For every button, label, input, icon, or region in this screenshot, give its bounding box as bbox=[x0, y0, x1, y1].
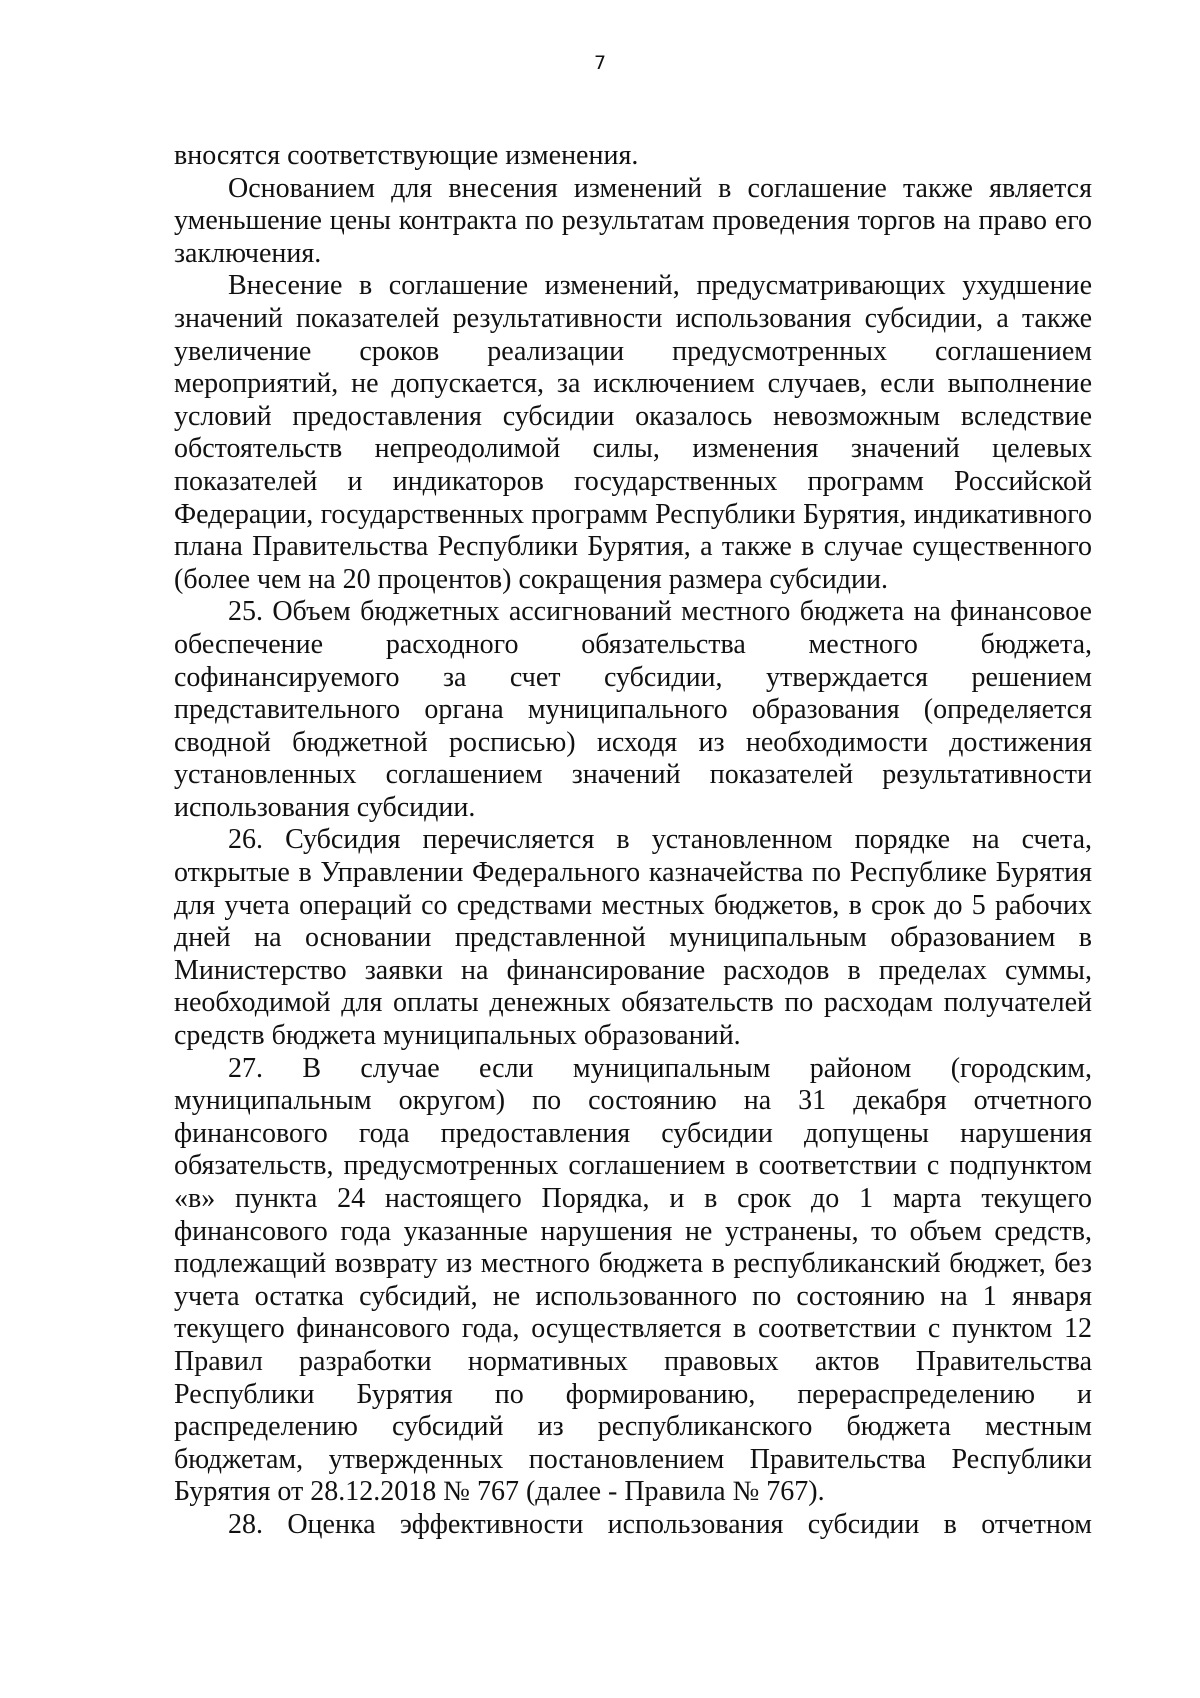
page-number: 7 bbox=[593, 52, 607, 74]
paragraph-agreement-change-restrictions: Внесение в соглашение изменений, предусматривающих ухудшение значений показателей результативности использования субсидии, а также увеличение сроков реализации предусмотренных соглашением мероприятий, не допускается, за исключением случаев, если выполнение условий предоставления субсидии оказалось невозможным вследствие обстоятельств непреодолимой силы, изменения значений целевых показателей и индикаторов государственных программ Российской Федерации, государственных программ Республики Бурятия, индикативного плана Правительства Республики Бурятия, а также в случае существенного (более чем на 20 процентов) сокращения размера субсидии. bbox=[174, 270, 1092, 595]
paragraph-continuation: вносятся соответствующие изменения. bbox=[174, 140, 639, 171]
paragraph-item-27: 27. В случае если муниципальным районом (городским, муниципальным округом) по состоянию на 31 декабря отчетного финансового года предоставления субсидии допущены нарушения обязательств, предусмотренных соглашением в соответствии с подпунктом «в» пункта 24 настоящего Порядка, и в срок до 1 марта текущего финансового года указанные нарушения не устранены, то объем средств, подлежащий возврату из местного бюджета в республиканский бюджет, без учета остатка субсидий, не использованного по состоянию на 1 января текущего финансового года, осуществляется в соответствии с пунктом 12 Правил разработки нормативных правовых актов Правительства Республики Бурятия по формированию, перераспределению и распределению субсидий из республиканского бюджета местным бюджетам, утвержденных постановлением Правительства Республики Бурятия от 28.12.2018 № 767 (далее - Правила № 767). bbox=[174, 1052, 1092, 1508]
paragraph-item-25: 25. Объем бюджетных ассигнований местного бюджета на финансовое обеспечение расходного обязательства местного бюджета, софинансируемого за счет субсидии, утверждается решением представительного органа муниципального образования (определяется сводной бюджетной росписью) исходя из необходимости достижения установленных соглашением значений показателей результативности использования субсидии. bbox=[174, 596, 1092, 823]
document-body bbox=[174, 140, 1092, 1542]
paragraph-item-26: 26. Субсидия перечисляется в установленном порядке на счета, открытые в Управлении Федерального казначейства по Республике Бурятия для учета операций со средствами местных бюджетов, в срок до 5 рабочих дней на основании представленной муниципальным образованием в Министерство заявки на финансирование расходов в пределах суммы, необходимой для оплаты денежных обязательств по расходам получателей средств бюджета муниципальных образований. bbox=[174, 824, 1092, 1052]
paragraph-item-28: 28. Оценка эффективности использования субсидии в отчетном bbox=[228, 1508, 1092, 1540]
paragraph-agreement-change-basis: Основанием для внесения изменений в соглашение также является уменьшение цены контракта по результатам проведения торгов на право его заключения. bbox=[174, 172, 1092, 269]
